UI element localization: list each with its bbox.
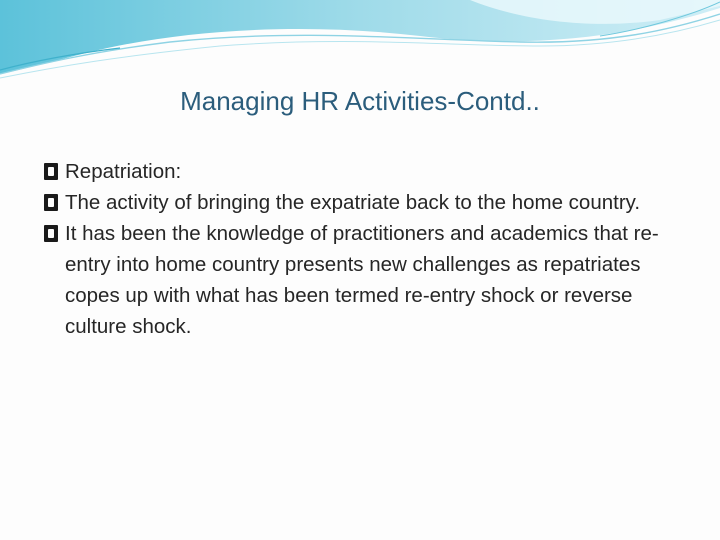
missing-glyph-bullet-icon [44,194,58,211]
bullet-list [44,156,684,342]
slide-title: Managing HR Activities-Contd.. [180,86,540,116]
missing-glyph-bullet-icon [44,225,58,242]
header-wave-decoration [0,0,720,90]
bullet-item [44,156,684,187]
bullet-item [44,187,684,218]
bullet-text: It has been the knowledge of practitioners and academics that re-entry into home country presents new challenges as repatriates copes up with what has been termed re-entry shock or reverse culture shock. [65,222,659,338]
bullet-text: Repatriation: [65,160,182,183]
missing-glyph-bullet-icon [44,163,58,180]
bullet-item [44,218,684,342]
bullet-text: The activity of bringing the expatriate back to the home country. [65,191,641,214]
